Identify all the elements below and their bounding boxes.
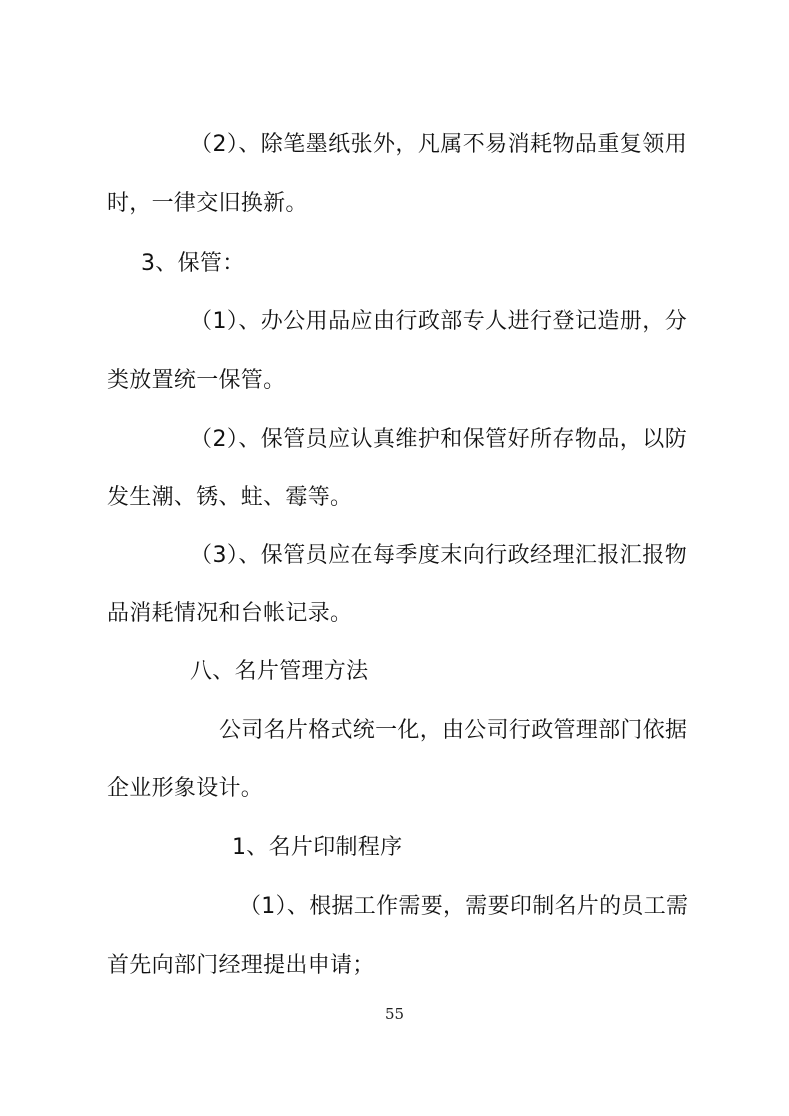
- paragraph-line: （3）、保管员应在每季度末向行政经理汇报汇报物: [190, 543, 687, 568]
- paragraph-line: 时，一律交旧换新。: [107, 191, 308, 216]
- paragraph-line: 首先向部门经理提出申请；: [107, 953, 375, 978]
- chapter-heading: 八、名片管理方法: [190, 659, 369, 684]
- paragraph-line: 类放置统一保管。: [107, 368, 286, 393]
- paragraph-line: （2）、保管员应认真维护和保管好所存物品，以防: [190, 427, 687, 452]
- section-heading: 1、名片印制程序: [232, 835, 403, 860]
- paragraph-line: （1）、根据工作需要，需要印制名片的员工需: [239, 894, 689, 919]
- section-heading: 3、保管：: [141, 251, 245, 276]
- paragraph-line: 企业形象设计。: [107, 776, 264, 801]
- paragraph-line: 品消耗情况和台帐记录。: [107, 601, 353, 626]
- paragraph-line: 发生潮、锈、蛀、霉等。: [107, 485, 353, 510]
- page-number: 55: [384, 1005, 405, 1023]
- paragraph-line: （1）、办公用品应由行政部专人进行登记造册，分: [190, 309, 687, 334]
- paragraph-line: （2）、除笔墨纸张外，凡属不易消耗物品重复领用: [190, 132, 687, 157]
- paragraph-line: 公司名片格式统一化，由公司行政管理部门依据: [219, 718, 688, 743]
